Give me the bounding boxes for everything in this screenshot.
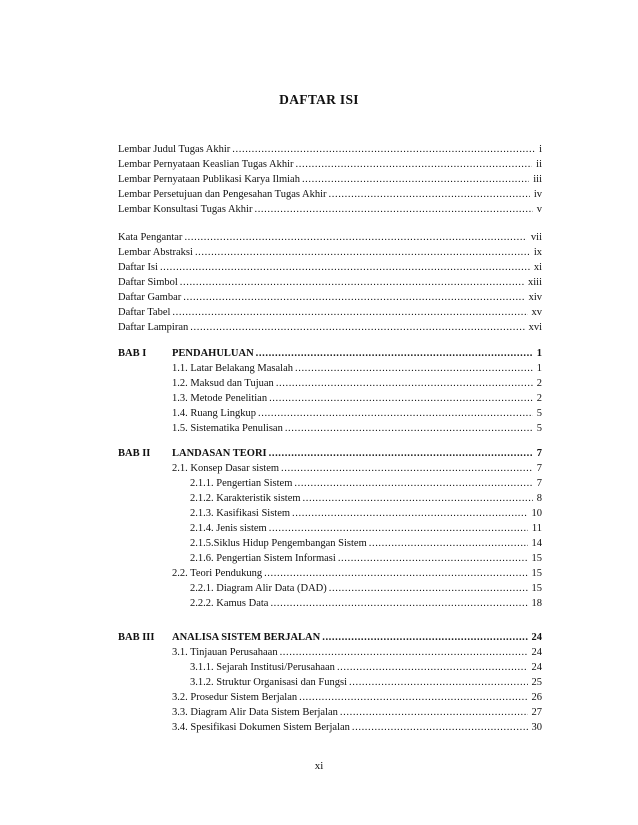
chapter-number: BAB I — [118, 348, 147, 359]
chapter-number: BAB II — [118, 448, 151, 459]
toc-entry-label: 2.2. Teori Pendukung — [172, 568, 263, 579]
toc-leader — [264, 566, 527, 581]
toc-entry-page: vii — [530, 232, 542, 243]
toc-entry-label: 3.1. Tinjauan Perusahaan — [172, 647, 278, 658]
chapter-title: ANALISA SISTEM BERJALAN — [172, 632, 321, 643]
toc-entry — [118, 245, 542, 260]
toc-entry-label: 1.3. Metode Penelitian — [172, 393, 268, 404]
chapter-page: 24 — [531, 632, 542, 643]
toc-entry-page: iii — [533, 174, 542, 185]
toc-leader — [322, 630, 527, 645]
toc-leader — [232, 142, 535, 157]
toc-leader — [258, 406, 533, 421]
toc-entry — [118, 187, 542, 202]
toc-leader — [338, 551, 528, 566]
toc-entry-label: Lembar Pernyataan Publikasi Karya Ilmiah — [118, 174, 300, 185]
toc-entry-page: 1 — [536, 363, 542, 374]
page-title: DAFTAR ISI — [279, 92, 359, 107]
toc-entry-label: Daftar Lampiran — [118, 322, 189, 333]
toc-entry — [118, 305, 542, 320]
toc-leader — [340, 705, 528, 720]
toc-entry — [190, 596, 542, 611]
toc-entry-label: Kata Pengantar — [118, 232, 183, 243]
toc-leader — [369, 536, 528, 551]
chapter-heading — [118, 446, 542, 461]
toc-entry-label: 1.4. Ruang Lingkup — [172, 408, 256, 419]
toc-leader — [329, 187, 530, 202]
toc-entry-page: 24 — [531, 647, 542, 658]
toc-entry-label: 1.5. Sistematika Penulisan — [172, 423, 283, 434]
chapter-page: 1 — [536, 348, 542, 359]
toc-entry — [190, 581, 542, 596]
toc-entry-page: xi — [533, 262, 542, 273]
toc-entry-label: 3.3. Diagram Alir Data Sistem Berjalan — [172, 707, 338, 718]
toc-entry — [118, 157, 542, 172]
toc-entry — [172, 391, 542, 406]
toc-entry-page: 30 — [531, 722, 542, 733]
toc-leader — [292, 506, 527, 521]
toc-entry-page: ix — [533, 247, 542, 258]
toc-entry — [190, 536, 542, 551]
toc-entry-page: 26 — [531, 692, 542, 703]
toc-entry-page: 15 — [531, 553, 542, 564]
toc-leader — [299, 690, 527, 705]
toc-entry-label: Lembar Konsultasi Tugas Akhir — [118, 204, 253, 215]
toc-leader — [254, 202, 532, 217]
toc-entry-page: 14 — [531, 538, 542, 549]
toc-entry-label: 1.2. Maksud dan Tujuan — [172, 378, 274, 389]
toc-entry — [190, 476, 542, 491]
toc-entry-page: ii — [536, 159, 542, 170]
toc-entry-label: 3.2. Prosedur Sistem Berjalan — [172, 692, 298, 703]
toc-entry-page: 11 — [531, 523, 542, 534]
toc-entry — [172, 406, 542, 421]
toc-entry-label: 3.4. Spesifikasi Dokumen Sistem Berjalan — [172, 722, 350, 733]
toc-entry-label: 2.2.1. Diagram Alir Data (DAD) — [190, 583, 327, 594]
toc-leader — [184, 230, 526, 245]
toc-entry — [118, 320, 542, 335]
toc-entry-label: 2.1.2. Karakteristik sistem — [190, 493, 301, 504]
toc-leader — [294, 476, 532, 491]
toc-leader — [160, 260, 530, 275]
toc-leader — [172, 305, 527, 320]
toc-leader — [276, 376, 533, 391]
toc-leader — [337, 660, 528, 675]
toc-entry-label: 1.1. Latar Belakang Masalah — [172, 363, 293, 374]
toc-leader — [349, 675, 527, 690]
toc-leader — [352, 720, 528, 735]
toc-entry-label: 2.1.6. Pengertian Sistem Informasi — [190, 553, 336, 564]
toc-entry — [190, 660, 542, 675]
toc-leader — [269, 521, 528, 536]
toc-leader — [285, 421, 533, 436]
toc-entry — [172, 566, 542, 581]
chapter-title: LANDASAN TEORI — [172, 448, 267, 459]
toc-entry-page: iv — [533, 189, 542, 200]
toc-entry-page: 2 — [536, 393, 542, 404]
toc-entry — [118, 275, 542, 290]
toc-entry — [190, 521, 542, 536]
toc-entry-page: 7 — [536, 478, 542, 489]
toc-leader — [329, 581, 528, 596]
toc-leader — [296, 157, 533, 172]
toc-leader — [269, 446, 533, 461]
toc-entry-label: Daftar Tabel — [118, 307, 171, 318]
toc-entry — [118, 202, 542, 217]
toc-entry — [190, 491, 542, 506]
toc-leader — [270, 596, 527, 611]
toc-entry — [190, 675, 542, 690]
toc-entry-page: 24 — [531, 662, 542, 673]
toc-entry-label: 2.1.1. Pengertian Sistem — [190, 478, 293, 489]
toc-leader — [195, 245, 530, 260]
toc-entry — [172, 461, 542, 476]
toc-entry — [172, 376, 542, 391]
toc-entry-page: v — [536, 204, 542, 215]
toc-leader — [180, 275, 524, 290]
toc-entry — [118, 260, 542, 275]
toc-entry-page: 10 — [531, 508, 542, 519]
toc-entry-page: xiv — [528, 292, 542, 303]
toc-entry-page: 5 — [536, 423, 542, 434]
toc-entry-label: 2.1.3. Kasifikasi Sistem — [190, 508, 291, 519]
toc-entry-page: i — [539, 144, 542, 155]
chapter-page: 7 — [536, 448, 542, 459]
toc-entry-label: 2.1.5.Siklus Hidup Pengembangan Sistem — [190, 538, 367, 549]
toc-entry — [172, 645, 542, 660]
toc-entry-page: 25 — [531, 677, 542, 688]
toc-leader — [281, 461, 533, 476]
toc-entry-label: Lembar Pernyataan Keaslian Tugas Akhir — [118, 159, 294, 170]
toc-entry-label: Lembar Judul Tugas Akhir — [118, 144, 231, 155]
toc-entry-page: 15 — [531, 583, 542, 594]
toc-entry — [190, 506, 542, 521]
toc-entry — [172, 690, 542, 705]
toc-entry-label: 2.1. Konsep Dasar sistem — [172, 463, 280, 474]
toc-leader — [280, 645, 528, 660]
toc-entry-page: 15 — [531, 568, 542, 579]
toc-entry-label: Daftar Gambar — [118, 292, 182, 303]
toc-entry-page: 5 — [536, 408, 542, 419]
toc-entry-label: Lembar Abstraksi — [118, 247, 193, 258]
toc-entry — [118, 142, 542, 157]
toc-entry — [172, 421, 542, 436]
chapter-heading — [118, 346, 542, 361]
toc-entry — [190, 551, 542, 566]
chapter-heading — [118, 630, 542, 645]
toc-entry — [118, 172, 542, 187]
chapter-number: BAB III — [118, 632, 155, 643]
toc-entry — [118, 230, 542, 245]
toc-leader — [256, 346, 533, 361]
toc-entry-page: 2 — [536, 378, 542, 389]
toc-leader — [269, 391, 533, 406]
toc-entry-page: 7 — [536, 463, 542, 474]
toc-entry-label: Daftar Isi — [118, 262, 158, 273]
toc-entry — [172, 705, 542, 720]
toc-entry-page: 8 — [536, 493, 542, 504]
toc-entry-page: xv — [531, 307, 542, 318]
toc-entry-label: Lembar Persetujuan dan Pengesahan Tugas Akhir — [118, 189, 327, 200]
toc-entry — [172, 720, 542, 735]
toc-leader — [190, 320, 524, 335]
toc-entry-label: 3.1.2. Struktur Organisasi dan Fungsi — [190, 677, 348, 688]
toc-entry-page: 18 — [531, 598, 542, 609]
toc-leader — [295, 361, 533, 376]
toc-entry-page: 27 — [531, 707, 542, 718]
toc-entry — [172, 361, 542, 376]
toc-entry-page: xvi — [528, 322, 542, 333]
toc-entry — [118, 290, 542, 305]
toc-leader — [302, 172, 529, 187]
toc-leader — [303, 491, 533, 506]
toc-entry-label: 2.2.2. Kamus Data — [190, 598, 269, 609]
toc-entry-page: xiii — [527, 277, 542, 288]
chapter-title: PENDAHULUAN — [172, 348, 254, 359]
toc-entry-label: 3.1.1. Sejarah Institusi/Perusahaan — [190, 662, 335, 673]
toc-leader — [183, 290, 524, 305]
toc-entry-label: 2.1.4. Jenis sistem — [190, 523, 267, 534]
page-number: xi — [314, 760, 324, 772]
toc-entry-label: Daftar Simbol — [118, 277, 178, 288]
